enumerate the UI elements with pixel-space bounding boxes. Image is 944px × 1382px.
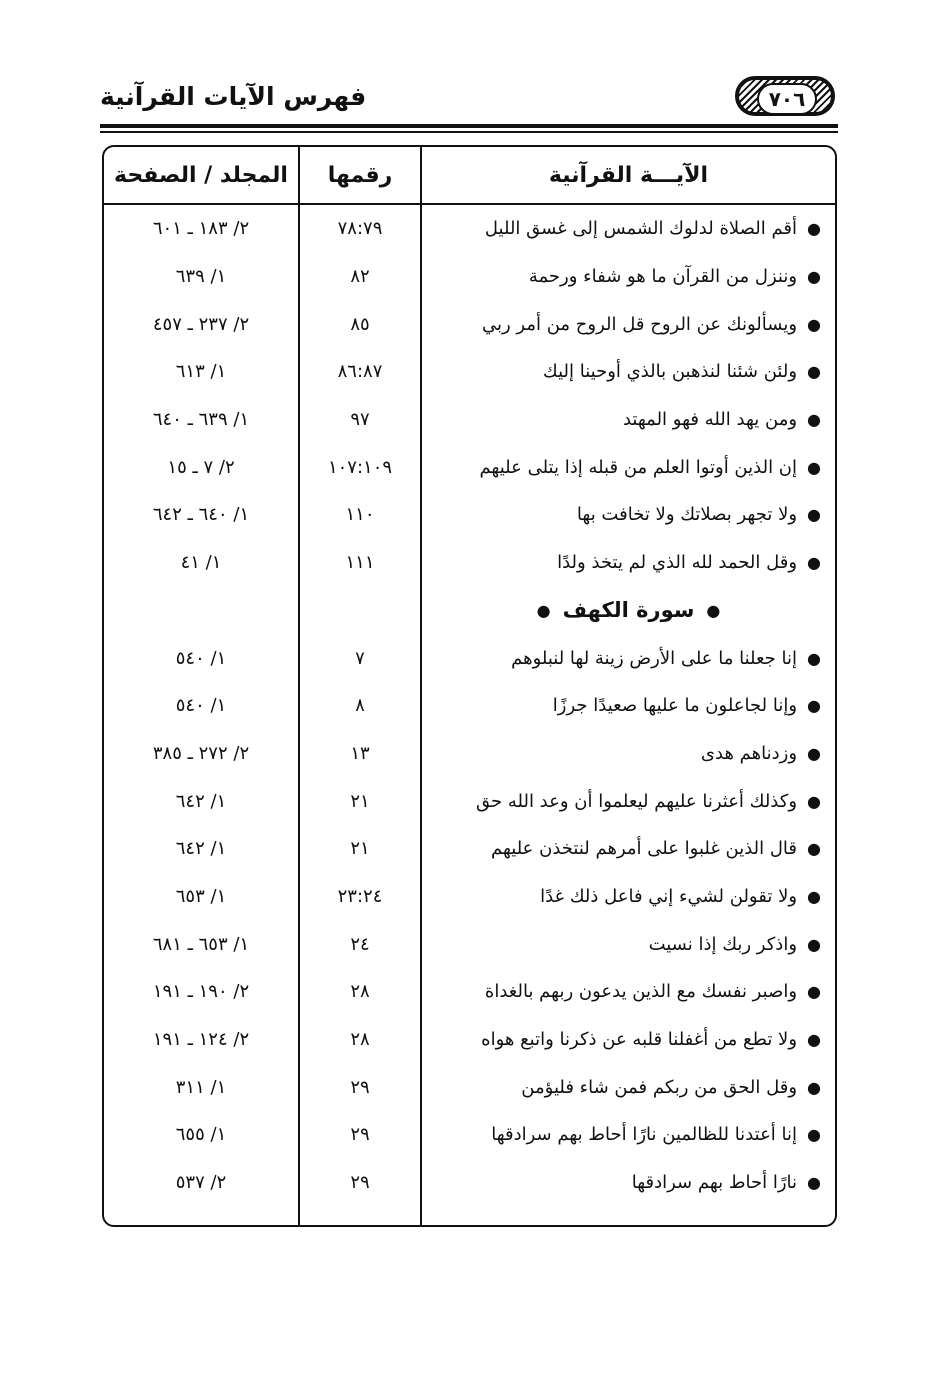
table-row bbox=[104, 253, 835, 301]
ayah-text: وزدناهم هدى bbox=[700, 742, 798, 764]
ayah-number-cell: ٢٩ bbox=[350, 1076, 370, 1098]
ayah-text: وننزل من القرآن ما هو شفاء ورحمة bbox=[528, 266, 798, 288]
volume-page-cell: ١/ ٥٤٠ bbox=[175, 695, 227, 717]
ayah-cell bbox=[426, 682, 821, 730]
ayah-text: ولا تقولن لشيء إني فاعل ذلك غدًا bbox=[540, 885, 798, 907]
ayah-cell bbox=[426, 825, 821, 873]
ayah-number-cell: ٢٤ bbox=[350, 933, 370, 955]
volume-page-cell: ١/ ٦٤٠ ـ ٦٤٢ bbox=[152, 504, 250, 526]
volume-page-cell: ٢/ ١٩٠ ـ ١٩١ bbox=[152, 981, 250, 1003]
bullet-icon: ● bbox=[807, 553, 821, 573]
volume-page-cell: ١/ ٣١١ bbox=[175, 1076, 227, 1098]
ayah-number-cell: ٧٨:٧٩ bbox=[337, 218, 383, 240]
bullet-icon: ● bbox=[807, 791, 821, 811]
bullet-icon: ● bbox=[807, 982, 821, 1002]
bullet-icon: ● bbox=[807, 934, 821, 954]
ayah-cell bbox=[426, 539, 821, 587]
ayah-number-cell: ١٠٧:١٠٩ bbox=[327, 456, 393, 478]
table-row bbox=[104, 825, 835, 873]
volume-page-cell: ١/ ٤١ bbox=[180, 552, 222, 574]
ayah-text: إنا جعلنا ما على الأرض زينة لها لنبلوهم bbox=[511, 647, 798, 669]
table-row bbox=[104, 539, 835, 587]
ayah-cell bbox=[426, 968, 821, 1016]
table-row bbox=[104, 1063, 835, 1111]
ayah-number-cell: ١١١ bbox=[345, 552, 375, 574]
ayah-text: وقل الحق من ربكم فمن شاء فليؤمن bbox=[521, 1076, 798, 1098]
ayah-text: وقل الحمد لله الذي لم يتخذ ولدًا bbox=[557, 552, 798, 574]
volume-page-cell: ٢/ ٢٣٧ ـ ٤٥٧ bbox=[152, 313, 250, 335]
ayah-text: ولئن شئنا لنذهبن بالذي أوحينا إليك bbox=[542, 361, 798, 383]
table-row bbox=[104, 491, 835, 539]
volume-page-cell: ١/ ٦٥٣ bbox=[175, 885, 227, 907]
ayah-text: ولا تجهر بصلاتك ولا تخافت بها bbox=[576, 504, 798, 526]
ayah-cell bbox=[426, 205, 821, 253]
ayah-text: إن الذين أوتوا العلم من قبله إذا يتلى عليهم bbox=[479, 456, 798, 478]
bullet-icon: ● bbox=[807, 1030, 821, 1050]
page-header-title: فهرس الآيات القرآنية bbox=[100, 82, 367, 111]
ayah-text: قال الذين غلبوا على أمرهم لنتخذن عليهم bbox=[490, 838, 798, 860]
ayah-cell bbox=[426, 920, 821, 968]
ayah-text: وإنا لجاعلون ما عليها صعيدًا جرزًا bbox=[552, 695, 798, 717]
ayah-cell bbox=[426, 491, 821, 539]
bullet-icon: ● bbox=[807, 362, 821, 382]
ayah-number-cell: ٢١ bbox=[350, 838, 370, 860]
bullet-icon: ● bbox=[807, 314, 821, 334]
bullet-icon: ● bbox=[807, 457, 821, 477]
bullet-icon: ● bbox=[706, 600, 721, 620]
ayah-number-cell: ٢٨ bbox=[350, 1029, 370, 1051]
table-row bbox=[104, 777, 835, 825]
ayah-number-cell: ٩٧ bbox=[350, 409, 370, 431]
volume-page-cell: ١/ ٦٣٩ bbox=[175, 266, 227, 288]
table-row bbox=[104, 1016, 835, 1064]
ayah-number-cell: ٢٩ bbox=[350, 1172, 370, 1194]
ayah-number-cell: ٢١ bbox=[350, 790, 370, 812]
table-row bbox=[104, 682, 835, 730]
volume-page-cell: ١/ ٦٤٢ bbox=[175, 790, 227, 812]
ayah-cell bbox=[426, 777, 821, 825]
ayah-text: ويسألونك عن الروح قل الروح من أمر ربي bbox=[482, 313, 798, 335]
ayah-cell bbox=[426, 634, 821, 682]
ayah-text: ومن يهد الله فهو المهتد bbox=[622, 409, 798, 431]
ayah-cell bbox=[426, 1063, 821, 1111]
surah-heading-row bbox=[104, 587, 835, 635]
ayah-number-cell: ٨ bbox=[355, 695, 365, 717]
ayah-number-cell: ٢٣:٢٤ bbox=[337, 885, 383, 907]
header-rule-thin bbox=[100, 131, 838, 133]
ayah-cell bbox=[426, 348, 821, 396]
table-row bbox=[104, 443, 835, 491]
table-row bbox=[104, 968, 835, 1016]
ayah-text: وكذلك أعثرنا عليهم ليعلموا أن وعد الله حق bbox=[476, 790, 798, 812]
bullet-icon: ● bbox=[807, 648, 821, 668]
bullet-icon: ● bbox=[807, 1077, 821, 1097]
table-body bbox=[104, 205, 835, 1206]
ayah-text: أقم الصلاة لدلوك الشمس إلى غسق الليل bbox=[484, 218, 798, 240]
ayah-number-cell: ٨٦:٨٧ bbox=[337, 361, 383, 383]
ayah-text: واصبر نفسك مع الذين يدعون ربهم بالغداة bbox=[484, 981, 798, 1003]
ayah-text: نارًا أحاط بهم سرادقها bbox=[631, 1172, 798, 1194]
ayah-number-cell: ٢٩ bbox=[350, 1124, 370, 1146]
ayah-number-cell: ٢٨ bbox=[350, 981, 370, 1003]
volume-page-cell: ٢/ ٢٧٢ ـ ٣٨٥ bbox=[152, 742, 250, 764]
table-row bbox=[104, 300, 835, 348]
bullet-icon: ● bbox=[807, 696, 821, 716]
ayah-number-cell: ٨٥ bbox=[350, 313, 370, 335]
bullet-icon: ● bbox=[807, 505, 821, 525]
ayah-text: ولا تطع من أغفلنا قلبه عن ذكرنا واتبع هواه bbox=[481, 1029, 798, 1051]
ayah-cell bbox=[426, 1159, 821, 1207]
bullet-icon: ● bbox=[807, 1173, 821, 1193]
volume-page-cell: ١/ ٦٣٩ ـ ٦٤٠ bbox=[152, 409, 250, 431]
ayah-number-cell: ٨٢ bbox=[350, 266, 370, 288]
bullet-icon: ● bbox=[807, 886, 821, 906]
bullet-icon: ● bbox=[807, 219, 821, 239]
volume-page-cell: ١/ ٦٤٢ bbox=[175, 838, 227, 860]
volume-page-cell: ١/ ٦٥٣ ـ ٦٨١ bbox=[152, 933, 250, 955]
index-table bbox=[102, 145, 837, 1227]
ayah-number-cell: ١١٠ bbox=[345, 504, 375, 526]
ayah-number-cell: ٧ bbox=[355, 647, 365, 669]
page-number-badge bbox=[735, 76, 835, 116]
surah-title bbox=[422, 587, 835, 635]
page-number: ٧٠٦ bbox=[757, 83, 817, 115]
header-rule-thick bbox=[100, 124, 838, 128]
table-row bbox=[104, 1111, 835, 1159]
ayah-cell bbox=[426, 730, 821, 778]
volume-page-cell: ٢/ ١٢٤ ـ ١٩١ bbox=[152, 1029, 250, 1051]
ayah-cell bbox=[426, 1016, 821, 1064]
column-header-ayah: الآيـــة القرآنية bbox=[548, 162, 709, 188]
table-row bbox=[104, 920, 835, 968]
bullet-icon: ● bbox=[807, 743, 821, 763]
ayah-text: إنا أعتدنا للظالمين نارًا أحاط بهم سرادقها bbox=[491, 1124, 798, 1146]
column-header-number: رقمها bbox=[327, 162, 393, 188]
volume-page-cell: ٢/ ٧ ـ ١٥ bbox=[167, 456, 235, 478]
table-row bbox=[104, 348, 835, 396]
bullet-icon: ● bbox=[807, 410, 821, 430]
ayah-number-cell: ١٣ bbox=[350, 742, 370, 764]
ayah-text: واذكر ربك إذا نسيت bbox=[648, 933, 798, 955]
ayah-cell bbox=[426, 396, 821, 444]
table-row bbox=[104, 730, 835, 778]
ayah-cell bbox=[426, 443, 821, 491]
table-row bbox=[104, 396, 835, 444]
bullet-icon: ● bbox=[807, 839, 821, 859]
bullet-icon: ● bbox=[536, 600, 551, 620]
column-header-volume-page: المجلد / الصفحة bbox=[114, 162, 288, 188]
ayah-cell bbox=[426, 873, 821, 921]
table-row bbox=[104, 1159, 835, 1207]
bullet-icon: ● bbox=[807, 267, 821, 287]
volume-page-cell: ١/ ٥٤٠ bbox=[175, 647, 227, 669]
volume-page-cell: ١/ ٦١٣ bbox=[175, 361, 227, 383]
table-row bbox=[104, 205, 835, 253]
ayah-cell bbox=[426, 253, 821, 301]
volume-page-cell: ٢/ ٥٣٧ bbox=[175, 1172, 227, 1194]
table-row bbox=[104, 634, 835, 682]
table-row bbox=[104, 873, 835, 921]
ayah-cell bbox=[426, 1111, 821, 1159]
volume-page-cell: ٢/ ١٨٣ ـ ٦٠١ bbox=[152, 218, 250, 240]
ayah-cell bbox=[426, 300, 821, 348]
bullet-icon: ● bbox=[807, 1125, 821, 1145]
volume-page-cell: ١/ ٦٥٥ bbox=[175, 1124, 227, 1146]
surah-name: سورة الكهف bbox=[562, 598, 695, 623]
